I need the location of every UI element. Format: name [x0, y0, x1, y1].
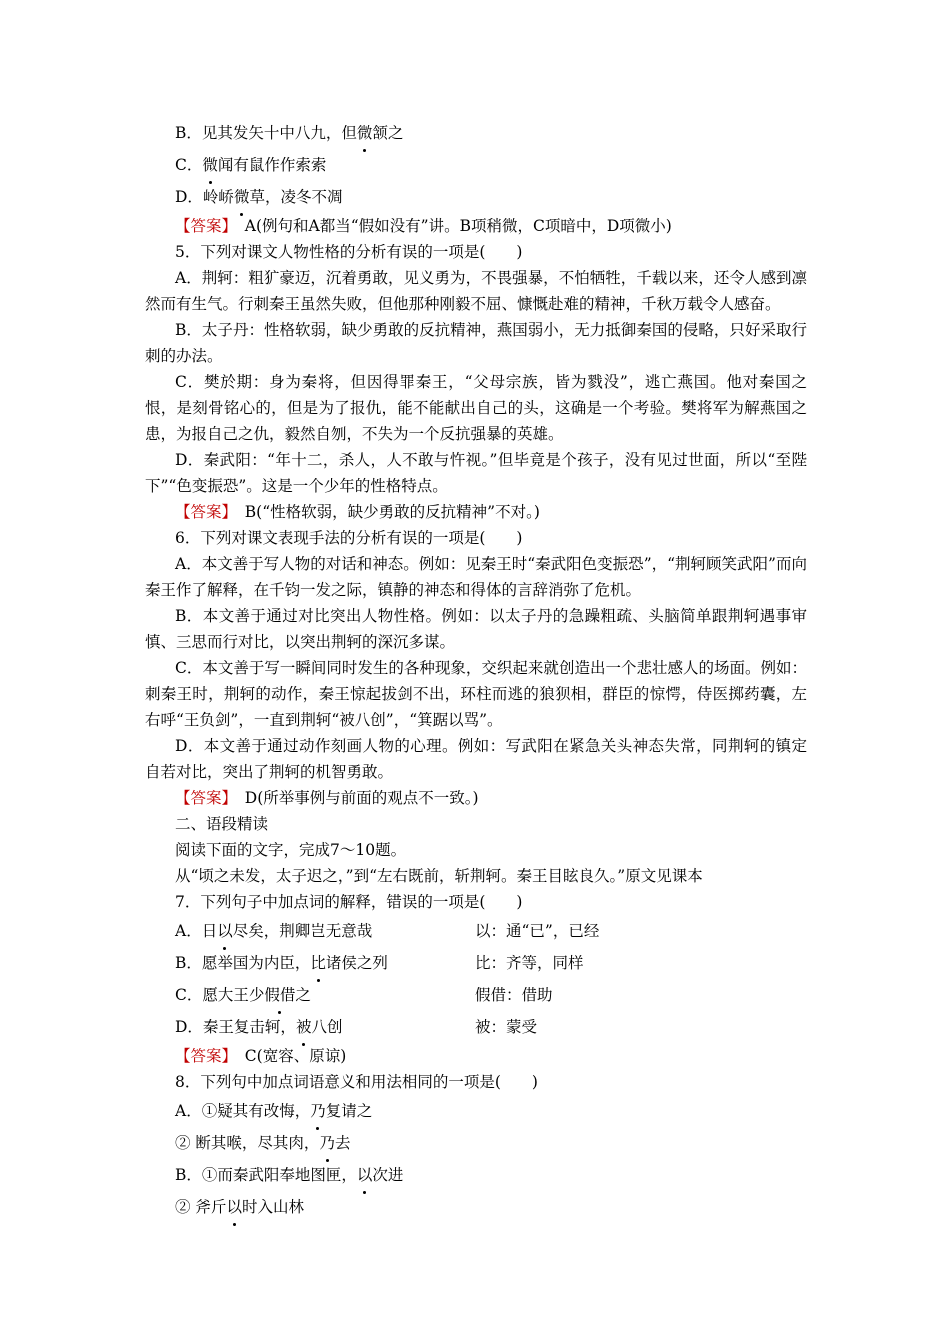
- section-intro: 阅读下面的文字，完成7～10题。: [175, 841, 407, 859]
- q5-option-d: D．秦武阳：“年十二，杀人，人不敢与忤视。”但毕竟是个孩子，没有见过世面，所以“至陛下”“色变振恐”。这是一个少年的性格特点。: [145, 451, 807, 495]
- q6-option-b: B．本文善于通过对比突出人物性格。例如：以太子丹的急躁粗疏、头脑简单跟荆轲遇事审慎、三思而行对比，以突出荆轲的深沉多谋。: [145, 607, 807, 651]
- answer-tag: 【答案】: [175, 217, 230, 235]
- q5-option-c: C．樊於期：身为秦将，但因得罪秦王，“父母宗族，皆为戮没”，逃亡燕国。他对秦国之恨，是刻骨铭心的，但是为了报仇，能不能献出自己的头，这确是一个考验。樊将军为解燕国之患，为报自己之仇，毅然自刎，不失为一个反抗强暴的英雄。: [145, 373, 807, 443]
- content-column: [145, 117, 807, 1223]
- answer-tag: 【答案】: [175, 1047, 230, 1065]
- emphasis-dot-char: 以: [217, 915, 233, 947]
- q6-answer: 【答案】 D(所举事例与前面的观点不一致。): [175, 789, 479, 807]
- q7-option-c: C．愿大王少假借之 假借：借助: [145, 979, 807, 1011]
- answer-tag: 【答案】: [175, 503, 230, 521]
- emphasis-dot-char: 微: [357, 117, 373, 149]
- emphasis-dot-char: 以: [357, 1159, 373, 1191]
- emphasis-dot-char: 微: [234, 181, 250, 213]
- q7-option-a: A．日以尽矣，荆卿岂无意哉 以：通“已”，已经: [145, 915, 807, 947]
- q6-option-d: D．本文善于通过动作刻画人物的心理。例如：写武阳在紧急关头神态失常，同荆轲的镇定自若对比，突出了荆轲的机智勇敢。: [145, 737, 807, 781]
- q4-option-b: B．见其发矢十中八九，但微颔之: [145, 117, 807, 149]
- q7-explanation: 比：齐等，同样: [475, 954, 584, 972]
- q8-option-b2: ② 斧斤以时入山林: [145, 1191, 807, 1223]
- q7-explanation: 被：蒙受: [475, 1018, 538, 1036]
- q7-option-d: D．秦王复击轲，被八创 被：蒙受: [145, 1011, 807, 1043]
- q6-option-c: C．本文善于写一瞬间同时发生的各种现象，交织起来就创造出一个悲壮感人的场面。例如：刺秦王时，荆轲的动作，秦王惊起拔剑不出，环柱而逃的狼狈相，群臣的惊愕，侍医掷药囊，左右呼“王负剑”，一直到荆轲“被八创”，“箕踞以骂”。: [145, 659, 807, 729]
- emphasis-dot-char: 微: [202, 149, 218, 181]
- q5-option-a: A．荆轲：粗犷豪迈，沉着勇敢，见义勇为，不畏强暴，不怕牺牲，千载以来，还令人感到凛然而有生气。行刺秦王虽然失败，但他那种刚毅不屈、慷慨赴难的精神，千秋万载令人感奋。: [145, 269, 807, 313]
- emphasis-dot-char: 比: [310, 947, 326, 979]
- q5-option-b: B．太子丹：性格软弱，缺少勇敢的反抗精神，燕国弱小，无力抵御秦国的侵略，只好采取行刺的办法。: [145, 321, 807, 365]
- q6-stem: 6．下列对课文表现手法的分析有误的一项是( ): [175, 529, 523, 547]
- q5-answer: 【答案】 B(“性格软弱，缺少勇敢的反抗精神”不对。): [175, 503, 540, 521]
- q8-stem: 8．下列句中加点词语意义和用法相同的一项是( ): [175, 1073, 538, 1091]
- q7-answer: 【答案】 C(宽容、原谅): [175, 1047, 347, 1065]
- q4-option-c: C．微闻有鼠作作索索: [145, 149, 807, 181]
- q8-option-b1: B．①而秦武阳奉地图匣，以次进: [145, 1159, 807, 1191]
- emphasis-dot-char: 假借: [264, 979, 295, 1011]
- q6-option-a: A．本文善于写人物的对话和神态。例如：见秦王时“秦武阳色变振恐”，“荆轲顾笑武阳”而向秦王作了解释，在千钧一发之际，镇静的神态和得体的言辞消弥了危机。: [145, 555, 807, 599]
- section-source: 从“顷之未发，太子迟之，”到“左右既前，斩荆轲。秦王目眩良久。”原文见课本: [175, 867, 703, 885]
- q4-option-d: D．岭峤微草，凌冬不凋: [145, 181, 807, 213]
- emphasis-dot-char: 以: [226, 1191, 242, 1223]
- emphasis-dot-char: 乃: [319, 1127, 335, 1159]
- q7-explanation: 以：通“已”，已经: [475, 922, 600, 940]
- q8-option-a2: ② 断其喉，尽其肉，乃去: [145, 1127, 807, 1159]
- section-title: 二、语段精读: [175, 815, 269, 833]
- q5-stem: 5．下列对课文人物性格的分析有误的一项是( ): [175, 243, 523, 261]
- q7-stem: 7．下列句子中加点词的解释，错误的一项是( ): [175, 893, 523, 911]
- q5-options: [145, 265, 807, 499]
- answer-tag: 【答案】: [175, 789, 230, 807]
- emphasis-dot-char: 被: [296, 1011, 312, 1043]
- q8-option-a1: A．①疑其有改悔，乃复请之: [145, 1095, 807, 1127]
- q6-options: [145, 551, 807, 785]
- emphasis-dot-char: 乃: [310, 1095, 326, 1127]
- q4-answer: 【答案】 A(例句和A都当“假如没有”讲。B项稍微，C项暗中，D项微小): [175, 217, 672, 235]
- q7-option-b: B．愿举国为内臣，比诸侯之列 比：齐等，同样: [145, 947, 807, 979]
- q7-explanation: 假借：借助: [475, 986, 553, 1004]
